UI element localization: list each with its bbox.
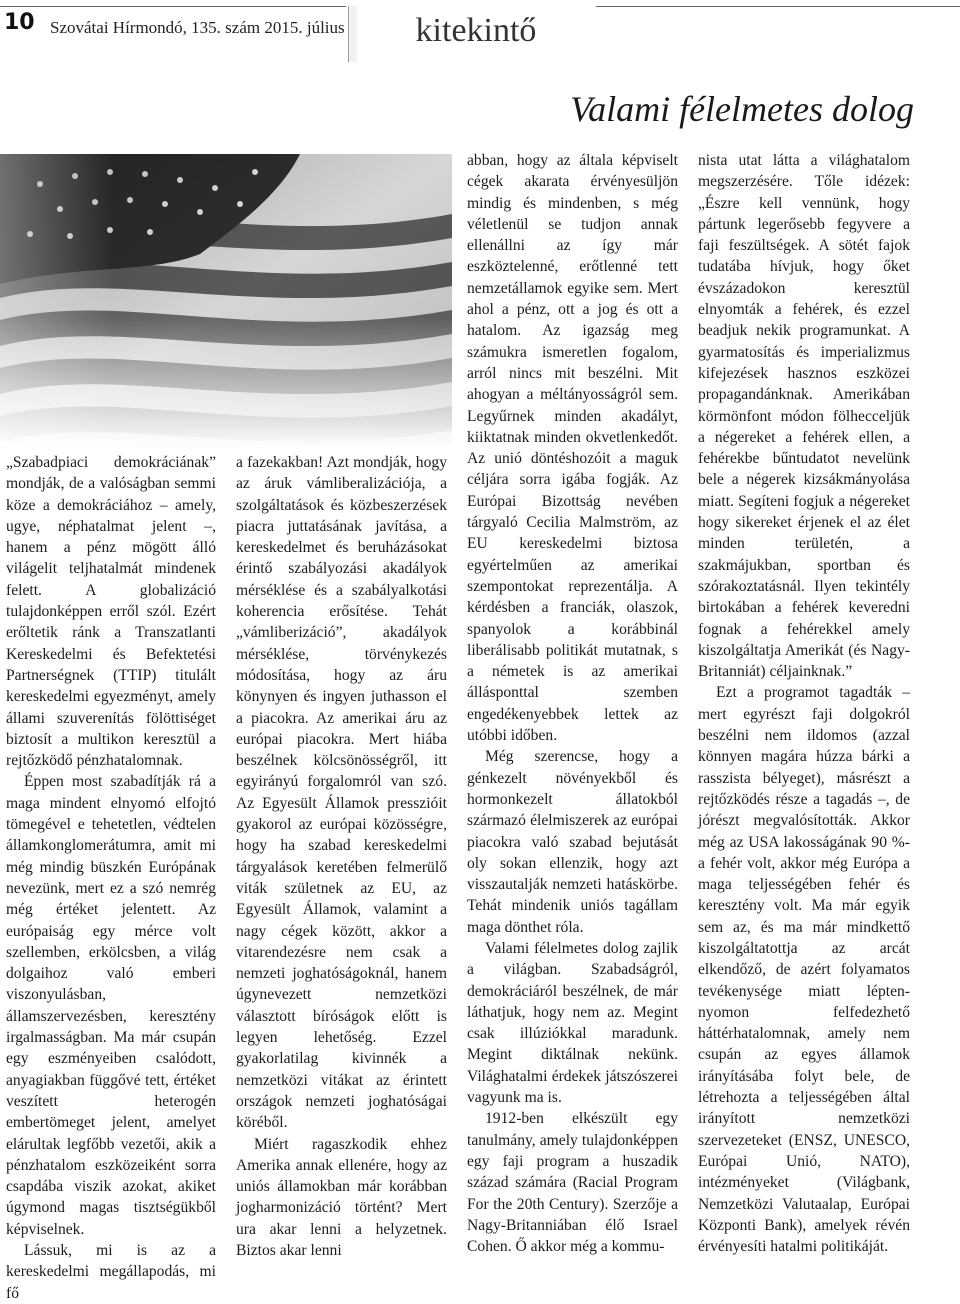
flag-photo bbox=[0, 154, 452, 450]
page-header bbox=[0, 0, 960, 60]
header-rule bbox=[0, 6, 346, 7]
paragraph: Még szerencse, hogy a génkezelt növényekből és hormonkezelt állatokból származó élelmiszerek az európai piacokra való szabad bejutását oly sokan ellenzik, hogy azt visszautalják nemzeti hatáskörbe. Tehát mindenik uniós tagállam maga dönthet róla. bbox=[467, 748, 678, 936]
article-title: Valami félelmetes dolog bbox=[570, 89, 914, 129]
article-column-3 bbox=[467, 150, 678, 1257]
paragraph: abban, hogy az általa képviselt cégek akarata érvényesüljön mindig és mindenben, s még véletlenül se tudjon annak ellenállni az így már eszköztelenné, erőtlenné tett nemzetállamok egyike sem. Mert ahol a pénz, ott a jog és ott a hatalom. Az igazság meg számukra ismeretlen fogalom, arról nincs mit beszélni. Mit ahogyan a méltányosságról sem. Legyűrnek minden akadályt, kiiktatnak minden okvetlenkedőt. Az unió döntéshozóit a maguk céljára sorra igába fogják. Az Európai Bizottság nevében tárgyaló Cecilia Malmström, az EU kereskedelmi biztosa egyértelműen az amerikai szempontokat reprezentálja. A kérdésben a franciák, olaszok, spanyolok a korábbinál liberálisabb politikát mutatnak, s a németek is az amerikai állásponttal szemben engedékenyebbek lettek az utóbbi időben. bbox=[467, 152, 678, 745]
paragraph: nista utat látta a világhatalom megszerzésére. Tőle idézek: „Észre kell vennünk, hogy pártunk legerősebb fegyvere a faji feszültségek. A sötét fajok tudatába hívjuk, hogy őket évszázadokon keresztül elnyomták a fehérek, és ezzel beadjuk nekik programunkat. A gyarmatosítás és imperializmus kifejezések hasznos eszközei propagandánknak. Amerikában körmönfont módon fölhecceljük a négereket a fehérek ellen, a fehérekbe bűntudatot nevelünk bele a négerek kizsákmányolása miatt. Segíteni fogjuk a négereket hogy sikereket érjenek el az élet minden területén, a szakmájukban, sportban és szórakoztatásnál. Ilyen tekintély birtokában a fehérek keveredni fognak a fehérekkel amely kiszolgáltatja Amerikát (és Nagy-Britanniát) céljainknak.” bbox=[698, 152, 910, 681]
page-number: 10 bbox=[4, 10, 35, 35]
section-label: kitekintő bbox=[415, 12, 537, 49]
article-column-1 bbox=[6, 452, 216, 1304]
paragraph: „Szabadpiaci demokráciának” mondják, de a valóságban semmi köze a demokráciához – amely, ugye, néphatalmat jelent –, hanem a pénz mögött álló világelit teljhatalmát mindenek felett. A globalizáció tulajdonképpen erről szól. Ezért erőltetik ránk a Transzatlanti Kereskedelmi és Befektetési Partnerségnek (TTIP) titulált kereskedelmi egyezményt, amely állami szuverenítás fölöttiséget biztosít a multikon keresztül a rejtőzködő pénzhatalomnak. bbox=[6, 454, 216, 770]
issue-info: Szovátai Hírmondó, 135. szám 2015. július bbox=[50, 18, 345, 37]
paragraph: Valami félelmetes dolog zajlik a világban. Szabadságról, demokráciáról beszélnek, de már láthatjuk, hogy nem az. Megint csak illúziókkal maradunk. Megint diktálnak nekünk. Világhatalmi érdekek játszószerei vagyunk ma is. bbox=[467, 939, 678, 1107]
header-rule bbox=[596, 6, 960, 7]
paragraph: Ezt a programot tagadták – mert egyrészt faji dolgokról beszélni nem ildomos (azzal könnyen magára húzza bárki a rasszista bélyeget), másrészt a rejtőzködés része a tagadás –, de jórészt megvalósították. Akkor még az USA lakosságának 90 %-a fehér volt, akkor még Európa a maga teljességében fehér és keresztény volt. Ma már egyik sem az, és ma már mindkettő kiszolgáltatottja az arcát elkendőző, de azért folyamatos tevékenysége miatt lépten-nyomon felfedezhető háttérhatalomnak, amely nem csupán az egyes államok irányításába folyt bele, de létrehozta a teljességében által irányított nemzetközi szervezeteket (ENSZ, UNESCO, Európai Unió, NATO), intézményeket (Világbank, Nemzetközi Valutaalap, Európai Központi Bank), amelyek révén érvényesíti hatalmi politikáját. bbox=[698, 684, 910, 1256]
paragraph: a fazekakban! Azt mondják, hogy az áruk vámliberalizációja, a szolgáltatások és közbeszerzések piacra juttatásának javítása, a kereskedelmet és beruházásokat érintő szabályozási akadályok mérséklése és a szabályalkotási koherencia erősítése. Tehát „vámliberizáció”, akadályok mérséklése, törvénykezés módosítása, hogy az áru könynyen és ingyen juthasson el a piacokra. Az amerikai áru az európai piacokra. Mert hiába beszélnek kölcsönösségről, itt egyirányú forgalomról van szó. Az Egyesült Államok presszióit gyakorol az európai közösségre, hogy ha szabad kereskedelmi tárgyalások keretében felmerülő viták születnek az EU, az Egyesült Államok, valamint a nagy cégek között, akkor a vitarendezésre nem csak a nemzeti joghatóságoknál, hanem úgynevezett nemzetközi választott bíróságok előtt is legyen lehetőség. Ezzel gyakorlatilag kivinnék a nemzetközi vitákat az érintett országok nemzeti joghatóságai köréből. bbox=[236, 454, 447, 1132]
paragraph: Miért ragaszkodik ehhez Amerika annak ellenére, hogy az uniós államokban már korábban jogharmonizáció történt? Mert ura akar lenni a helyzetnek. Biztos akar lenni bbox=[236, 1135, 447, 1259]
paragraph: Lássuk, mi is az a kereskedelmi megállapodás, mi fő bbox=[6, 1241, 216, 1302]
paragraph: 1912-ben elkészült egy tanulmány, amely tulajdonképpen egy faji program a huszadik század számára (Racial Program For the 20th Century). Szerzője a Nagy-Britanniában élő Israel Cohen. Ő akkor még a kommu- bbox=[467, 1110, 678, 1256]
article-column-4 bbox=[698, 150, 910, 1257]
article-column-2 bbox=[236, 452, 447, 1261]
paragraph: Éppen most szabadítják rá a maga mindent elnyomó elfojtó tömegével e tehetetlen, védtelen államkonglomerátumra, amit mi még mindig büszkén Európának nevezünk, mert ez a szó nemrég még értéket jelentett. Az európaiság egy mérce volt szellemben, erkölcsben, a világ dolgaihoz való emberi viszonyulásban, államszervezésben, keresztény irgalmasságban. Ma már csupán egy eszményeiben csalódott, anyagiakban függővé tett, értéket veszített heterogén embertömeget jelent, amelyet elárultak legfőbb vezetői, akik a pénzhatalom eszközeiként sorra csapdába viszik azokat, akiket úgymond magas tisztségükből képviselnek. bbox=[6, 773, 216, 1238]
